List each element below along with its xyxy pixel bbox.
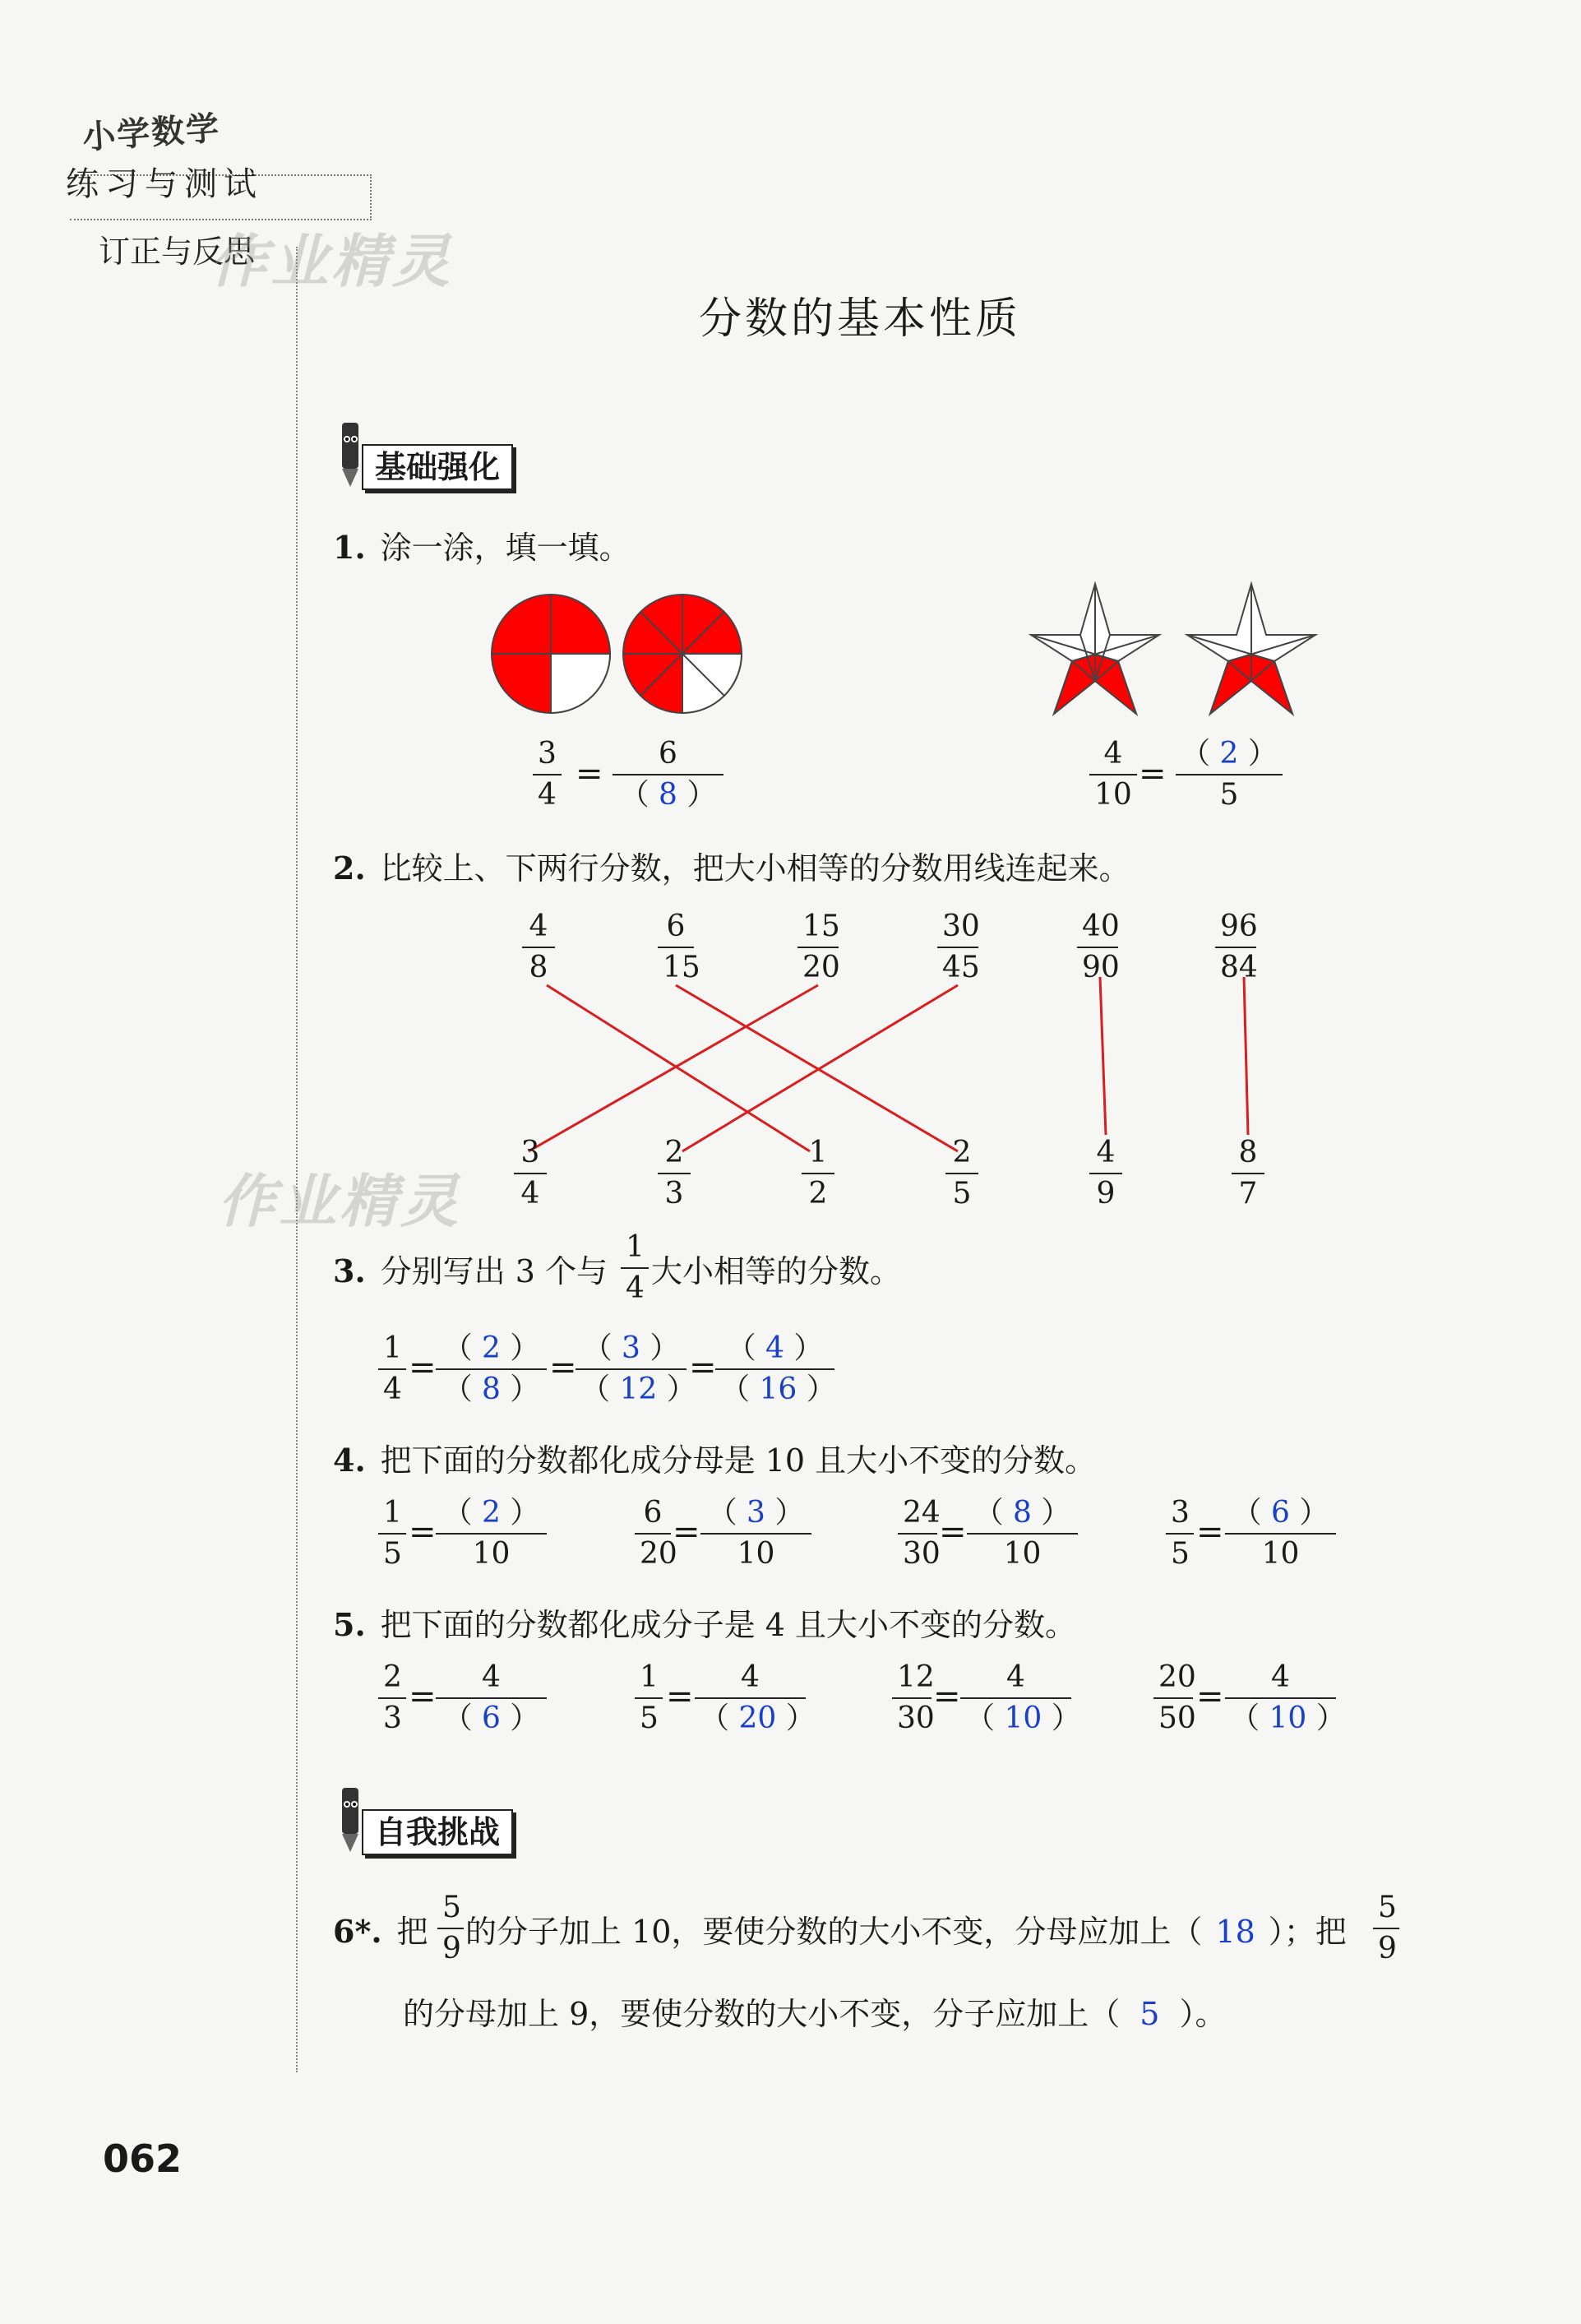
equals-sign: = (939, 1513, 967, 1551)
equals-sign: = (1139, 755, 1167, 793)
answer-fraction: （ 2 ） 10 (436, 1495, 547, 1572)
question-text: 涂一涂，填一填。 (380, 530, 631, 566)
answer-fraction: （ 3 ） 10 (700, 1495, 811, 1572)
question-number: 1. (333, 529, 366, 566)
page-number: 062 (103, 2137, 183, 2181)
question-number: 6*. (333, 1913, 382, 1950)
book-subtitle: 练习与测试 (66, 165, 263, 203)
fraction: 5 9 (437, 1890, 464, 1967)
question-4 (333, 1435, 1096, 1480)
watermark: 作业精灵 (210, 228, 453, 295)
question-text: 大小相等的分数。 (651, 1253, 902, 1289)
fraction: 2 3 (378, 1660, 406, 1737)
bottom-fraction: 8 7 (1232, 1135, 1264, 1212)
match-line (529, 985, 818, 1151)
question-text: 把下面的分数都化成分子是 4 且大小不变的分数。 (380, 1607, 1077, 1643)
margin-label: 订正与反思 (99, 234, 256, 270)
fraction: 1 5 (378, 1495, 406, 1572)
fraction: 3 4 (533, 736, 562, 813)
question-number: 5. (333, 1606, 366, 1643)
fraction: 4 10 (1089, 736, 1137, 813)
answer-fraction: 4 （ 10 ） (1225, 1660, 1336, 1737)
fraction: 20 50 (1153, 1660, 1193, 1737)
page-title: 分数的基本性质 (699, 294, 1022, 344)
fraction: 1 4 (378, 1331, 406, 1408)
equals-sign: = (409, 1513, 437, 1551)
equals-sign: = (689, 1349, 717, 1387)
question-number: 2. (333, 850, 366, 887)
book-title: 小学数学 (81, 109, 222, 157)
answer: 8 (659, 778, 677, 812)
fraction: （ 2 ） 5 (1176, 736, 1283, 813)
fraction: 24 30 (898, 1495, 937, 1572)
question-text: 的分子加上 10，要使分数的大小不变，分母应加上（ 18 ）；把 (465, 1914, 1347, 1950)
answer-fraction: （ 8 ） 10 (967, 1495, 1078, 1572)
answer-fraction: 4 （ 20 ） (695, 1660, 806, 1737)
fraction: 6 （ 8 ） (613, 736, 723, 813)
equals-sign: = (409, 1349, 437, 1387)
answer: 18 (1215, 1914, 1255, 1950)
fraction: 3 5 (1166, 1495, 1194, 1572)
equals-sign: = (666, 1678, 694, 1715)
equals-sign: = (673, 1513, 700, 1551)
question-text: 的分母加上 9，要使分数的大小不变，分子应加上（ 5 ）。 (403, 1996, 1227, 2032)
answer-fraction: （ 2 ） （ 8 ） (436, 1331, 547, 1408)
question-text: 把下面的分数都化成分母是 10 且大小不变的分数。 (380, 1442, 1097, 1479)
top-fraction: 4 8 (522, 909, 555, 986)
answer-fraction: （ 3 ） （ 12 ） (576, 1331, 686, 1408)
fraction: 5 9 (1373, 1890, 1399, 1967)
question-text: 比较上、下两行分数，把大小相等的分数用线连起来。 (380, 850, 1130, 887)
fraction: 6 20 (635, 1495, 671, 1572)
question-5 (333, 1599, 1076, 1645)
pencil-icon (339, 1785, 362, 1854)
answer-fraction: （ 6 ） 10 (1225, 1495, 1336, 1572)
equals-sign: = (576, 755, 603, 793)
top-fraction: 6 15 (658, 909, 694, 986)
top-fraction: 96 84 (1215, 909, 1256, 986)
answer-fraction: 4 （ 6 ） (436, 1660, 547, 1737)
answer-fraction: 4 （ 10 ） (960, 1660, 1071, 1737)
bottom-fraction: 4 9 (1089, 1135, 1122, 1212)
bottom-fraction: 2 3 (658, 1135, 691, 1212)
bottom-fraction: 3 4 (514, 1135, 547, 1212)
fraction: 1 4 (621, 1229, 649, 1307)
equals-sign: = (549, 1349, 577, 1387)
equals-sign: = (933, 1678, 961, 1715)
equals-sign: = (1196, 1513, 1224, 1551)
bottom-fraction: 2 5 (945, 1135, 978, 1212)
question-number: 4. (333, 1442, 366, 1479)
question-number: 3. (333, 1252, 366, 1289)
top-fraction: 15 20 (797, 909, 839, 986)
answer-fraction: （ 4 ） （ 16 ） (715, 1331, 834, 1408)
top-fraction: 30 45 (937, 909, 978, 986)
question-6: 6*. 把 (333, 1913, 428, 1950)
fraction: 1 5 (635, 1660, 663, 1737)
match-line (547, 985, 810, 1151)
question-3: 3. 分别写出 3 个与 (333, 1252, 608, 1289)
fraction: 12 30 (892, 1660, 931, 1737)
equals-sign: = (409, 1678, 437, 1715)
section-badge-challenge: 自我挑战 (362, 1809, 513, 1855)
section-badge-basic: 基础强化 (362, 444, 513, 490)
match-line (1100, 977, 1106, 1135)
top-fraction: 40 90 (1077, 909, 1118, 986)
answer: 2 (1219, 737, 1239, 771)
bottom-fraction: 1 2 (802, 1135, 834, 1212)
equals-sign: = (1196, 1678, 1224, 1715)
answer: 5 (1140, 1996, 1160, 2032)
watermark: 作业精灵 (218, 1168, 461, 1235)
match-line (1244, 977, 1248, 1135)
